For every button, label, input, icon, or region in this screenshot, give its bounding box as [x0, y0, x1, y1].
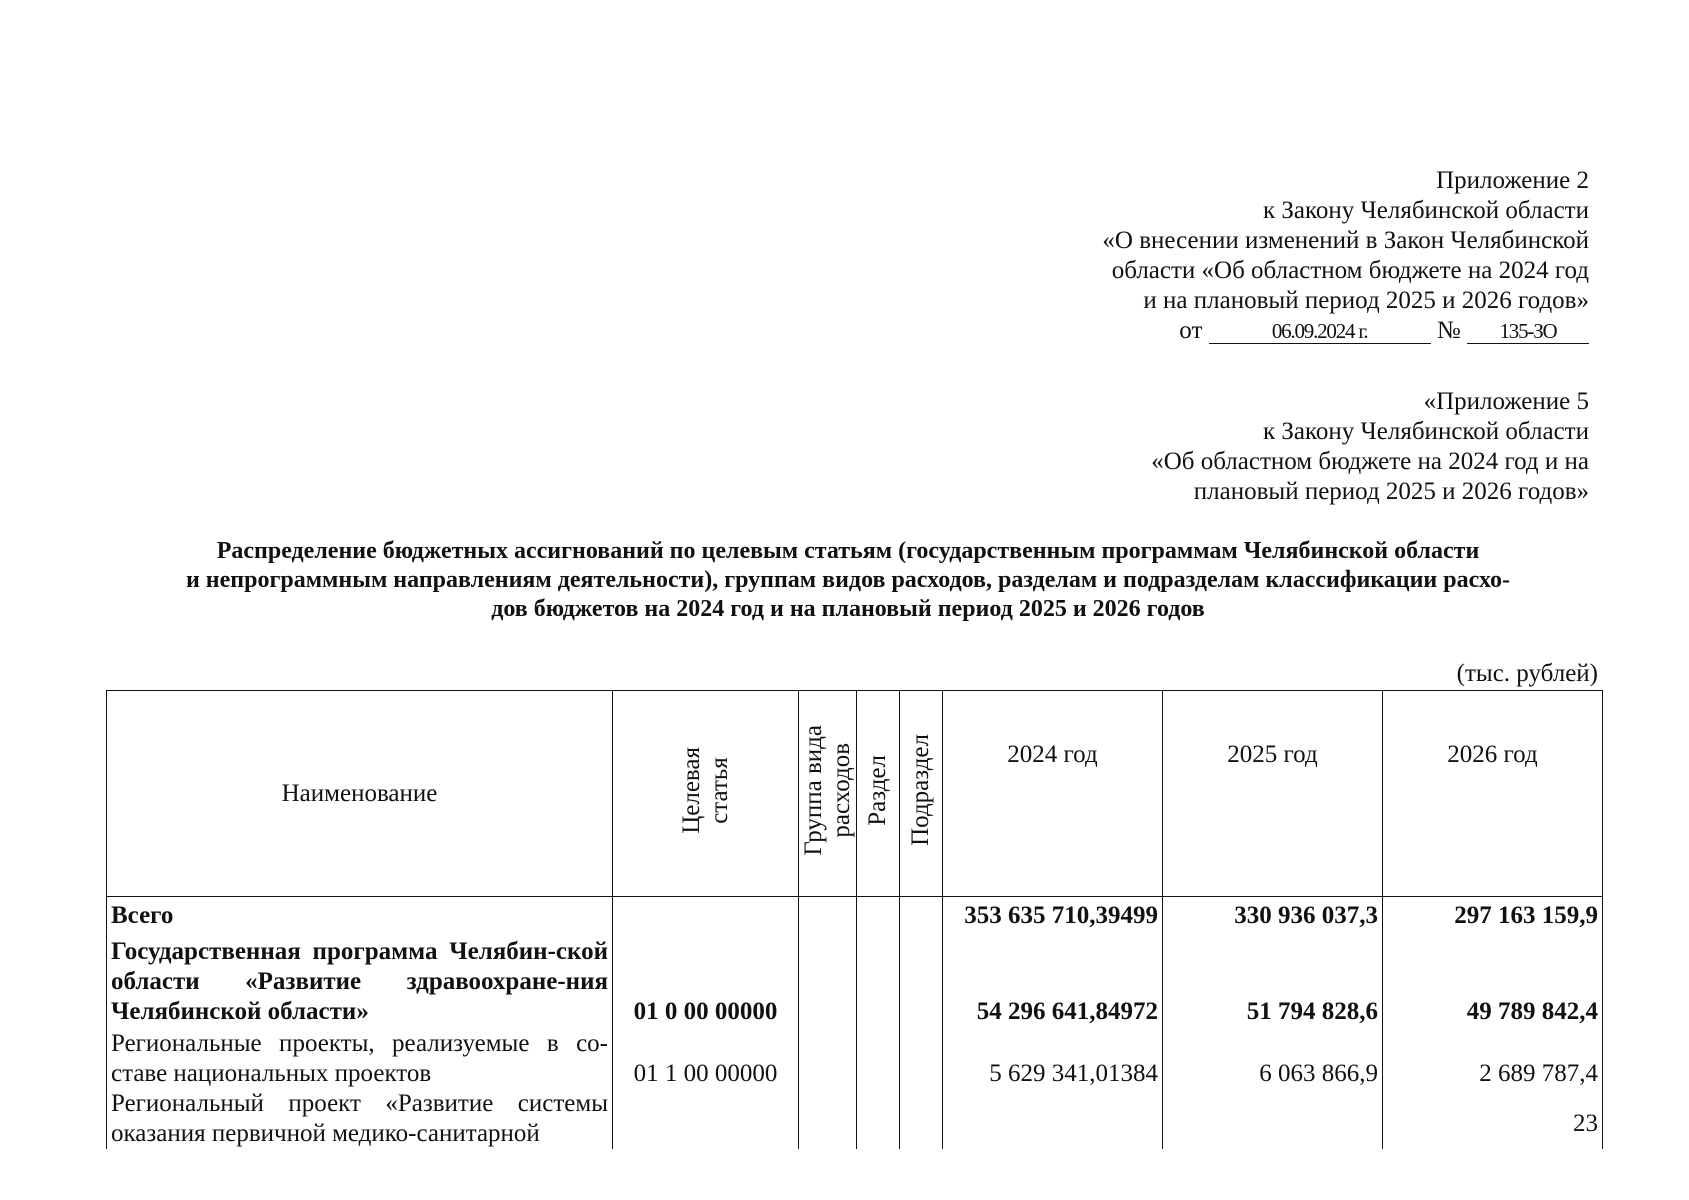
appendix-2-header: [1102, 166, 1589, 346]
appendix-5-header: [1151, 387, 1589, 507]
header-2024: 2024 год: [943, 691, 1163, 897]
row-group: [799, 897, 857, 931]
row-group: [799, 1089, 857, 1149]
row-2025: 330 936 037,3: [1163, 897, 1383, 931]
appendix-5-line: «Об областном бюджете на 2024 год и на: [1151, 448, 1589, 475]
header-2025: 2025 год: [1163, 691, 1383, 897]
table-row: [107, 1027, 1603, 1089]
row-section: [857, 1089, 900, 1149]
appendix-2-line: Приложение 2: [1436, 167, 1589, 194]
header-subsection-text: Подраздел: [907, 734, 934, 846]
header-target: [613, 691, 799, 897]
row-2026: 297 163 159,9: [1383, 897, 1603, 931]
law-date-number-line: [1102, 316, 1589, 346]
row-subsection: [900, 931, 943, 1027]
from-label: от: [1179, 317, 1203, 344]
row-section: [857, 1027, 900, 1089]
row-2026: [1383, 1089, 1603, 1149]
header-section-text: Раздел: [864, 754, 891, 826]
document-title: [100, 537, 1596, 624]
table-row: [107, 931, 1603, 1027]
row-name: Государственная программа Челябин-ской области «Развитие здравоохране-ния Челябинской области»: [107, 931, 613, 1027]
number-label: №: [1436, 317, 1461, 344]
row-group: [799, 1027, 857, 1089]
table-row: [107, 897, 1603, 931]
row-subsection: [900, 897, 943, 931]
row-2024: 353 635 710,39499: [943, 897, 1163, 931]
appendix-2-line: области «Об областном бюджете на 2024 год: [1111, 257, 1589, 284]
appendix-2-line: и на плановый период 2025 и 2026 годов»: [1143, 287, 1589, 314]
row-target: [613, 897, 799, 931]
row-target: [613, 1089, 799, 1149]
table-row: [107, 1089, 1603, 1149]
header-section: [857, 691, 900, 897]
row-2024: 5 629 341,01384: [943, 1027, 1163, 1089]
row-2025: 6 063 866,9: [1163, 1027, 1383, 1089]
row-section: [857, 897, 900, 931]
row-2025: [1163, 1089, 1383, 1149]
budget-table: [106, 690, 1603, 1149]
header-name: Наименование: [107, 691, 613, 897]
row-target: 01 1 00 00000: [613, 1027, 799, 1089]
row-2024: [943, 1089, 1163, 1149]
appendix-5-line: плановый период 2025 и 2026 годов»: [1193, 478, 1589, 505]
title-line: дов бюджетов на 2024 год и на плановый период 2025 и 2026 годов: [491, 596, 1205, 622]
appendix-5-line: к Закону Челябинской области: [1263, 418, 1589, 445]
header-group: [799, 691, 857, 897]
row-name: Региональные проекты, реализуемые в со-ставе национальных проектов: [107, 1027, 613, 1089]
row-2025: 51 794 828,6: [1163, 931, 1383, 1027]
header-target-text: Целевая статья: [677, 746, 733, 834]
law-number: 135-ЗО: [1467, 319, 1589, 344]
row-target: 01 0 00 00000: [613, 931, 799, 1027]
row-subsection: [900, 1089, 943, 1149]
appendix-2-line: «О внесении изменений в Закон Челябинской: [1102, 227, 1589, 254]
table-header-row: [107, 691, 1603, 897]
row-2026: 2 689 787,4: [1383, 1027, 1603, 1089]
header-2026: 2026 год: [1383, 691, 1603, 897]
unit-label: (тыс. рублей): [1456, 660, 1598, 687]
appendix-5-line: «Приложение 5: [1423, 388, 1589, 415]
header-group-text: Группа вида расходов: [799, 724, 855, 856]
title-line: Распределение бюджетных ассигнований по целевым статьям (государственным программам Челябинской области: [216, 538, 1480, 564]
row-name: Всего: [107, 897, 613, 931]
row-group: [799, 931, 857, 1027]
row-section: [857, 931, 900, 1027]
row-2026: 49 789 842,4: [1383, 931, 1603, 1027]
page-number: 23: [1573, 1110, 1598, 1137]
row-subsection: [900, 1027, 943, 1089]
header-subsection: [900, 691, 943, 897]
title-line: и непрограммным направлениям деятельности), группам видов расходов, разделам и подразделам классификации расхо-: [185, 567, 1511, 593]
row-name: Региональный проект «Развитие системы оказания первичной медико-санитарной: [107, 1089, 613, 1149]
appendix-2-line: к Закону Челябинской области: [1263, 197, 1589, 224]
law-date: 06.09.2024 г.: [1209, 319, 1431, 344]
row-2024: 54 296 641,84972: [943, 931, 1163, 1027]
